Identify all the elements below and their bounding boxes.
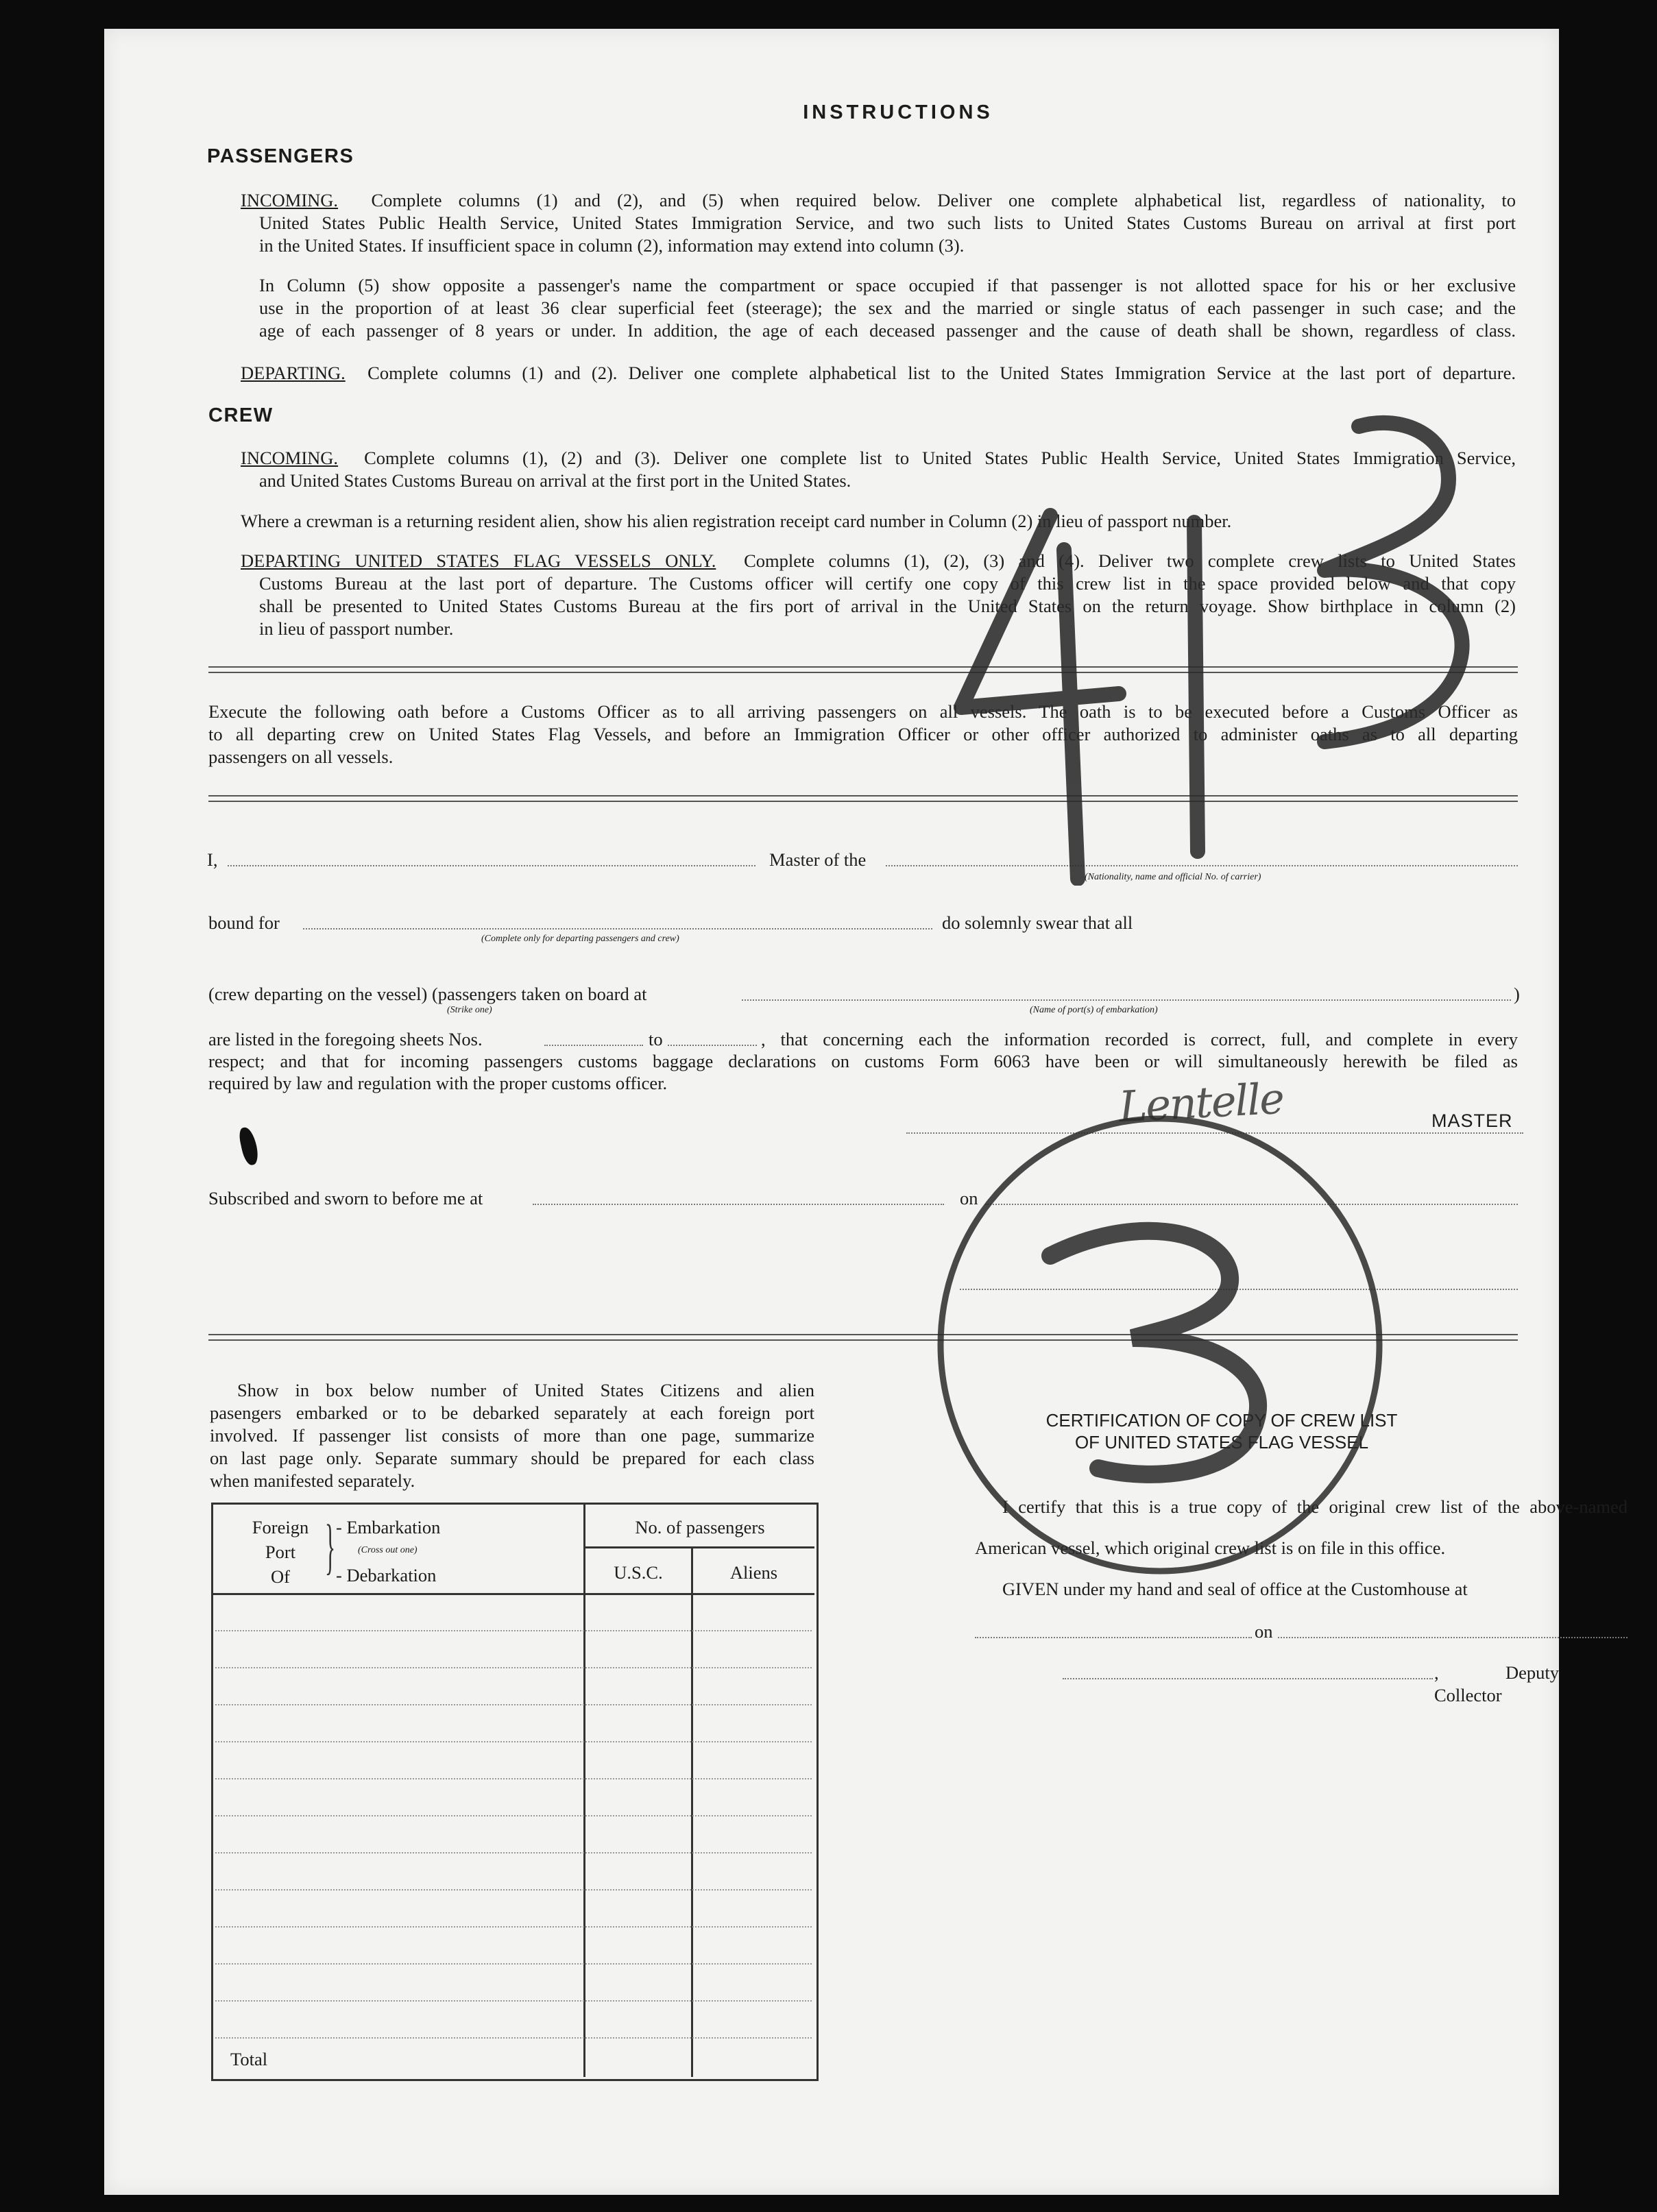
summary-intro-line-2: pasengers embarked or to be debarked separately at each foreign port	[210, 1402, 814, 1423]
summary-intro-line-4: on last page only. Separate summary should be prepared for each class	[210, 1448, 814, 1468]
listed-label: are listed in the foregoing sheets Nos.	[208, 1029, 483, 1049]
carrier-note: (Nationality, name and official No. of carrier)	[1085, 872, 1261, 882]
crew-incoming-line-1: Complete columns (1), (2) and (3). Deliver one complete list to United States Public Health Service, United States Immigration Service,	[364, 448, 1516, 468]
crew-incoming-label: INCOMING.	[241, 448, 339, 468]
document-page	[104, 29, 1628, 2195]
summary-table	[211, 1503, 819, 2081]
passengers-incoming-line-3: in the United States. If insufficient space in column (2), information may extend into column (3).	[259, 235, 965, 256]
summary-intro-line-5: when manifested separately.	[210, 1470, 415, 1491]
crew-departing-label: DEPARTING UNITED STATES FLAG VESSELS ONLY.	[241, 550, 716, 571]
oath-intro-line-2: to all departing crew on United States Flag Vessels, and before an Immigration Officer or other officer authorized to administer oaths as to all departing	[208, 724, 1518, 744]
certification-title-line-2: OF UNITED STATES FLAG VESSEL	[1074, 1432, 1369, 1453]
certify-line-1: I certify that this is a true copy of the original crew list of the above-named	[1002, 1496, 1628, 1517]
passengers-departing-label: DEPARTING.	[241, 363, 346, 383]
table-column-divider	[691, 1548, 693, 2077]
subscribed-on-label: on	[960, 1188, 978, 1208]
no-passengers-header: No. of passengers	[635, 1517, 765, 1538]
table-row[interactable]	[215, 1704, 812, 1705]
column5-line-3: age of each passenger of 8 years or under. In addition, the age of each deceased passenger and the cause of death shall be shown, regardless of class.	[259, 320, 1516, 341]
master-signature-field[interactable]	[906, 1132, 1523, 1134]
divider-rule	[208, 672, 1518, 673]
cert-on-label: on	[1255, 1621, 1273, 1642]
table-row[interactable]	[215, 1889, 812, 1891]
column5-line-2: use in the proportion of at least 36 clear superficial feet (steerage); the sex and the married or single status of each passenger in such case; and the	[259, 297, 1516, 318]
page-title: INSTRUCTIONS	[803, 101, 993, 123]
certification-title	[954, 1409, 1489, 1453]
passengers-incoming-block	[241, 189, 1516, 257]
summary-intro-line-1: Show in box below number of United States Citizens and alien	[237, 1380, 814, 1400]
passengers-incoming-line-2: United States Public Health Service, United States Immigration Service, and two such lists to United States Customs Bureau on arrival at first port	[259, 212, 1516, 233]
cross-out-note: (Cross out one)	[358, 1545, 418, 1555]
strike-note: (Strike one)	[447, 1005, 492, 1015]
crew-heading: CREW	[208, 404, 274, 426]
certification-title-line-1: CERTIFICATION OF COPY OF CREW LIST	[1045, 1410, 1398, 1431]
crew-departing-line-4: in lieu of passport number.	[259, 618, 454, 639]
table-row[interactable]	[215, 1630, 812, 1631]
divider-rule	[208, 666, 1518, 668]
deputy-signature-field[interactable]	[1063, 1678, 1433, 1679]
customhouse-field[interactable]	[975, 1637, 1252, 1638]
divider-rule	[208, 801, 1518, 802]
passengers-departing-text: Complete columns (1) and (2). Deliver one complete alphabetical list to the United States Immigration Service at the last port of departure.	[367, 363, 1516, 383]
table-row[interactable]	[215, 1741, 812, 1742]
master-signature: Lentelle	[1117, 1073, 1285, 1132]
embarkation-label: - Embarkation	[336, 1517, 441, 1538]
table-column-divider	[583, 1505, 585, 2077]
table-row[interactable]	[215, 1667, 812, 1668]
crew-departing-block	[241, 550, 1516, 640]
ink-blot	[237, 1126, 260, 1166]
summary-intro	[210, 1379, 814, 1492]
passengers-column5-block	[259, 274, 1516, 342]
oath-intro	[208, 701, 1518, 768]
table-row[interactable]	[215, 2000, 812, 2002]
divider-rule	[208, 795, 1518, 797]
listed-rest: , that concerning each the information recorded is correct, full, and complete in every	[761, 1029, 1518, 1049]
foreign-label: Foreign	[252, 1517, 309, 1538]
table-row[interactable]	[215, 1852, 812, 1854]
crew-departing-line-3: shall be presented to United States Customs Bureau at the firs port of arrival in the United States on the return voyage. Show birthplace in column (2)	[259, 596, 1516, 616]
brace-icon: }	[325, 1513, 336, 1581]
close-paren: )	[1514, 984, 1520, 1004]
debarkation-label: - Debarkation	[336, 1565, 437, 1585]
summary-intro-line-3: involved. If passenger list consists of more than one page, summarize	[210, 1425, 814, 1446]
total-label: Total	[230, 2049, 268, 2069]
table-row[interactable]	[215, 1926, 812, 1928]
passengers-incoming-label: INCOMING.	[241, 190, 339, 210]
crew-resident-alien: Where a crewman is a returning resident alien, show his alien registration receipt card number in Column (2) in lieu of passport number.	[241, 511, 1232, 531]
table-header-divider	[213, 1593, 814, 1595]
passengers-departing	[241, 362, 1516, 385]
bound-for-field[interactable]	[303, 928, 932, 929]
divider-rule	[208, 1334, 1518, 1335]
embarkation-port-field[interactable]	[742, 999, 1511, 1001]
table-row[interactable]	[215, 2037, 812, 2039]
cert-date-field[interactable]	[1278, 1637, 1628, 1638]
carrier-field[interactable]	[886, 865, 1518, 866]
usc-header: U.S.C.	[614, 1562, 663, 1583]
crew-departing-oath-label: (crew departing on the vessel) (passengers taken on board at	[208, 984, 647, 1004]
aliens-header: Aliens	[729, 1562, 778, 1583]
crew-departing-line-1: Complete columns (1), (2), (3) and (4). Deliver two complete crew lists to United States	[744, 550, 1516, 571]
deputy-collector-label: , Deputy Collector	[1434, 1662, 1559, 1705]
required-line: required by law and regulation with the proper customs officer.	[208, 1073, 668, 1093]
master-label: MASTER	[1431, 1110, 1513, 1131]
to-label: to	[649, 1029, 663, 1049]
bound-note: (Complete only for departing passengers and crew)	[481, 934, 679, 944]
certify-line-2: American vessel, which original crew list is on file in this office.	[975, 1538, 1446, 1558]
passengers-heading: PASSENGERS	[207, 145, 354, 167]
table-row[interactable]	[215, 1815, 812, 1816]
respect-line: respect; and that for incoming passengers customs baggage declarations on customs Form 6063 have been or will simultaneously herewith be filed as	[208, 1051, 1518, 1071]
crew-departing-line-2: Customs Bureau at the last port of departure. The Customs officer will certify one copy of this crew list in the space provided below and that copy	[259, 573, 1516, 594]
subscribed-date-field[interactable]	[985, 1204, 1518, 1205]
handwritten-circled-number	[927, 1112, 1393, 1592]
oath-intro-line-3: passengers on all vessels.	[208, 746, 394, 767]
subscribed-place-field[interactable]	[533, 1204, 944, 1205]
of-label: Of	[271, 1566, 290, 1587]
officer-signature-field[interactable]	[960, 1289, 1518, 1290]
port-label: Port	[265, 1542, 296, 1562]
subscribed-label: Subscribed and sworn to before me at	[208, 1188, 483, 1208]
foreign-port-header	[250, 1515, 311, 1589]
master-of-label: Master of the	[769, 849, 867, 870]
column5-line-1: In Column (5) show opposite a passenger's name the compartment or space occupied if that passenger is not allotted space for his or her exclusive	[259, 275, 1516, 295]
divider-rule	[208, 1339, 1518, 1341]
bound-for-label: bound for	[208, 912, 280, 933]
passengers-incoming-line-1: Complete columns (1) and (2), and (5) when required below. Deliver one complete alphabetical list, regardless of nationality, to	[371, 190, 1516, 210]
swear-label: do solemnly swear that all	[942, 912, 1133, 933]
embarkation-note: (Name of port(s) of embarkation)	[1030, 1005, 1158, 1015]
oath-i-label: I,	[207, 849, 218, 870]
sheet-to-field[interactable]	[668, 1045, 757, 1046]
crew-incoming-block	[241, 447, 1516, 492]
given-line: GIVEN under my hand and seal of office at the Customhouse at	[1002, 1579, 1468, 1599]
table-row[interactable]	[215, 1778, 812, 1779]
crew-incoming-line-2: and United States Customs Bureau on arrival at the first port in the United States.	[259, 470, 851, 491]
table-row[interactable]	[215, 1963, 812, 1965]
table-header-divider	[583, 1546, 814, 1548]
master-name-field[interactable]	[228, 865, 755, 866]
sheet-from-field[interactable]	[544, 1045, 643, 1046]
oath-intro-line-1: Execute the following oath before a Customs Officer as to all arriving passengers on all vessels. The oath is to be executed before a Customs Officer as	[208, 701, 1518, 722]
